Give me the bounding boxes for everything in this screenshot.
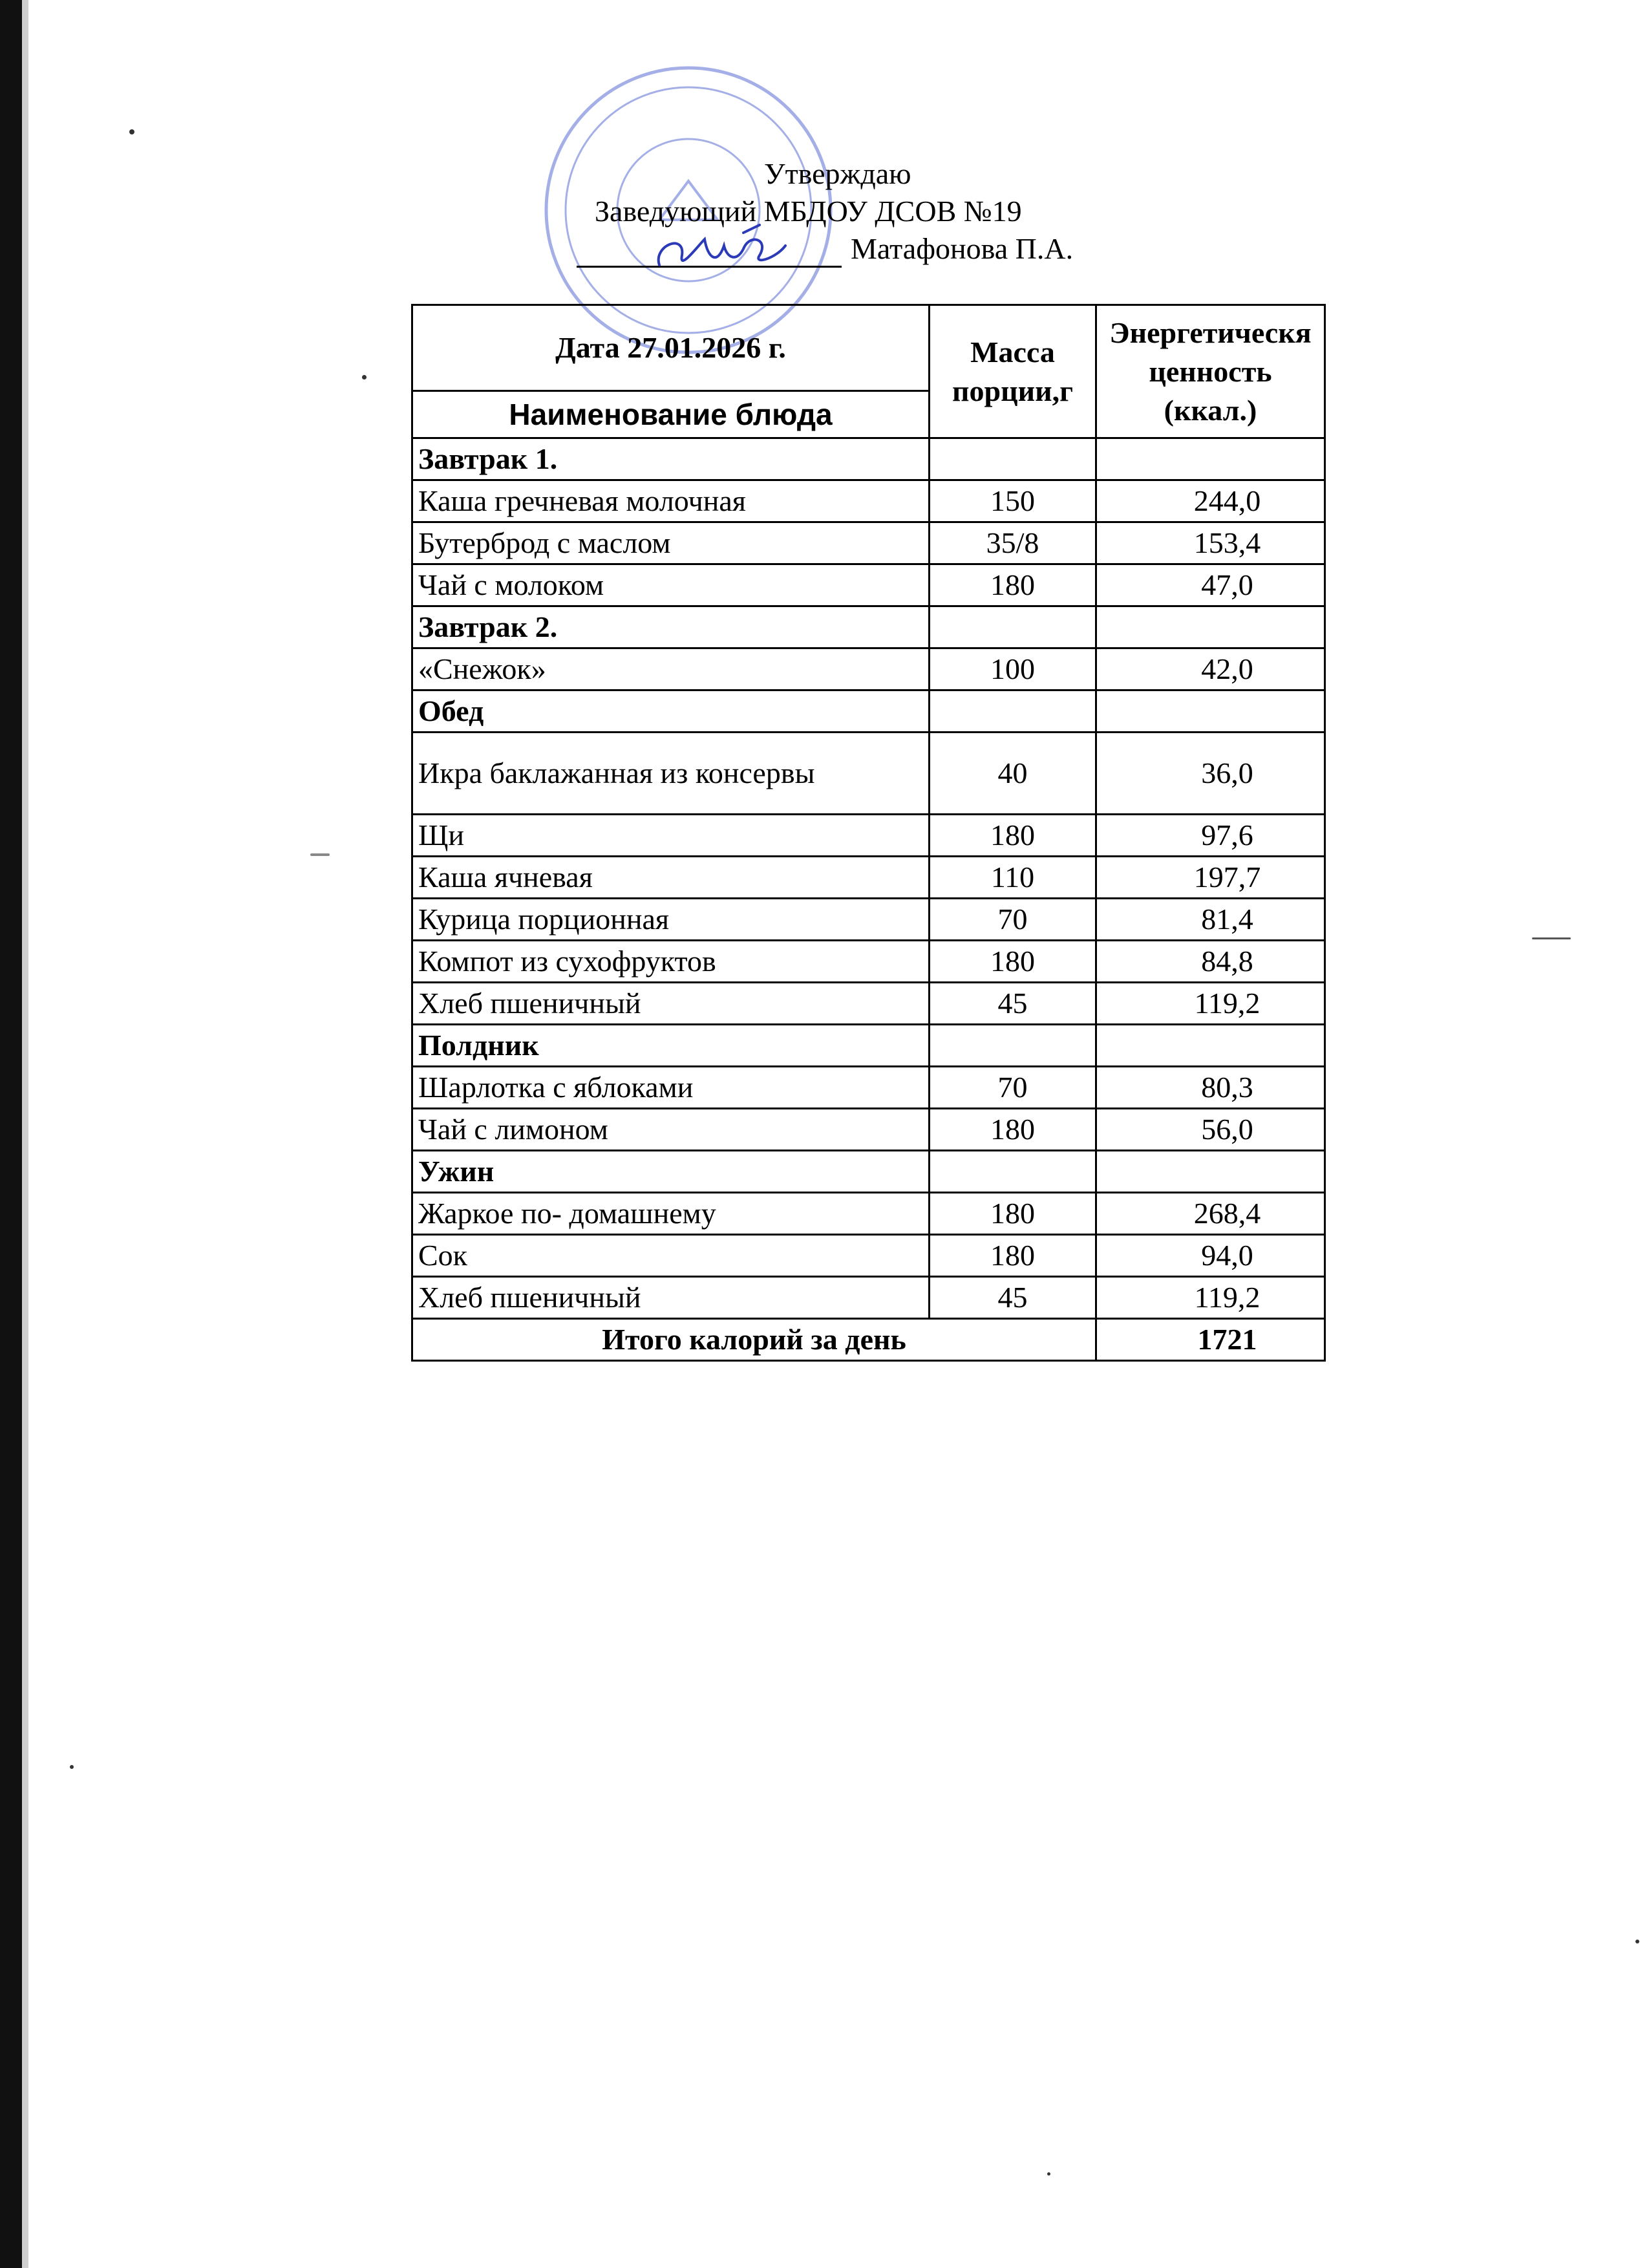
table-row: Икра баклажанная из консервы 40 36,0: [412, 733, 1325, 815]
scan-speck: [310, 853, 330, 856]
table-row: Шарлотка с яблоками 70 80,3: [412, 1067, 1325, 1109]
section-row: Ужин: [412, 1151, 1325, 1193]
scan-speck: [70, 1765, 74, 1769]
table-row: Чай с лимоном 180 56,0: [412, 1109, 1325, 1151]
menu-table: [411, 304, 1326, 1362]
section-row: Завтрак 1.: [412, 438, 1325, 480]
table-row: Каша гречневая молочная 150 244,0: [412, 480, 1325, 522]
table-row: Чай с молоком 180 47,0: [412, 564, 1325, 606]
table-row: Хлеб пшеничный 45 119,2: [412, 1277, 1325, 1319]
handwritten-signature: [646, 220, 808, 278]
table-row: «Снежок» 100 42,0: [412, 648, 1325, 690]
table-row: Жаркое по- домашнему 180 268,4: [412, 1193, 1325, 1235]
table-row: Сок 180 94,0: [412, 1235, 1325, 1277]
scan-speck: [362, 375, 367, 380]
scan-speck: [1635, 1940, 1639, 1943]
approver-name: Матафонова П.А.: [851, 232, 1074, 265]
table-row: Каша ячневая 110 197,7: [412, 857, 1325, 899]
date-header: Дата 27.01.2026 г.: [412, 305, 930, 391]
mass-header: Масса порции,г: [930, 305, 1096, 438]
total-value: 1721: [1096, 1319, 1325, 1361]
section-row: Полдник: [412, 1025, 1325, 1067]
approval-title: Утверждаю: [764, 157, 911, 190]
scan-left-edge: [0, 0, 22, 2268]
energy-header: Энергетическя ценность (ккал.): [1096, 305, 1325, 438]
section-row: Завтрак 2.: [412, 606, 1325, 648]
scan-speck: [129, 129, 134, 134]
table-row: Щи 180 97,6: [412, 815, 1325, 857]
approval-position: Заведующий МБДОУ ДСОВ №19: [595, 195, 1022, 228]
scan-speck: [1047, 2172, 1050, 2176]
table-row: Бутерброд с маслом 35/8 153,4: [412, 522, 1325, 564]
scan-speck: [1532, 937, 1571, 939]
total-row: [412, 1319, 1325, 1361]
table-row: Курица порционная 70 81,4: [412, 899, 1325, 941]
table-row: Хлеб пшеничный 45 119,2: [412, 983, 1325, 1025]
scan-left-shadow: [22, 0, 28, 2268]
section-row: Обед: [412, 690, 1325, 733]
table-row: Компот из сухофруктов 180 84,8: [412, 941, 1325, 983]
total-label: Итого калорий за день: [412, 1319, 1096, 1361]
dish-name-header: Наименование блюда: [412, 391, 930, 438]
